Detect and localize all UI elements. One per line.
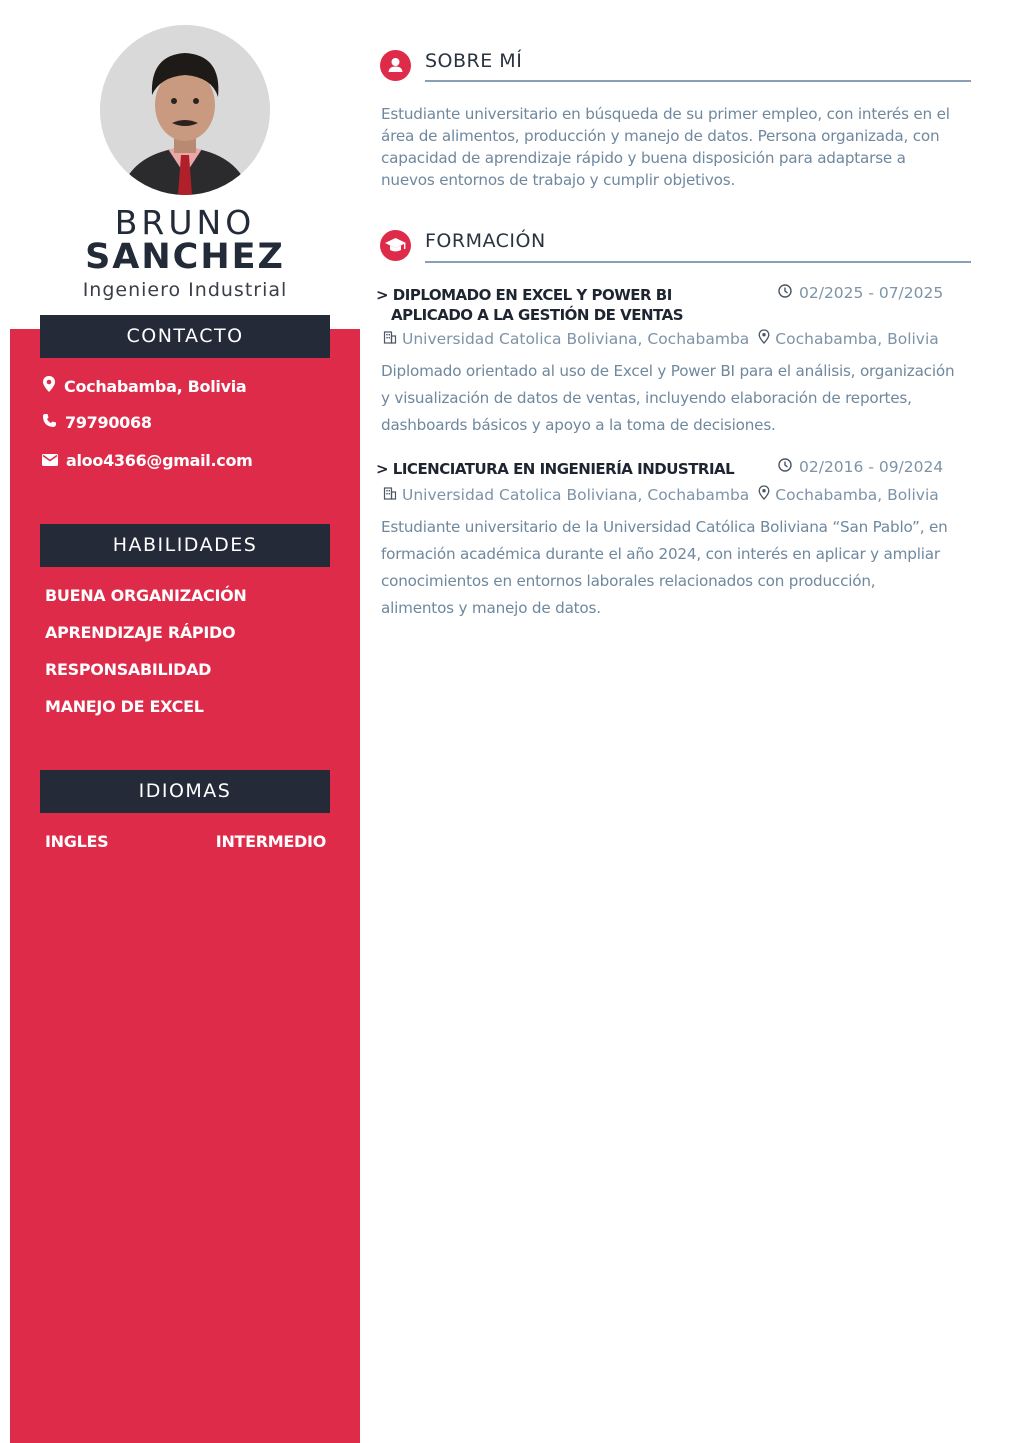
entry-location: Cochabamba, Bolivia (775, 329, 939, 348)
mail-icon (42, 451, 58, 470)
entry-title-line: > LICENCIATURA EN INGENIERÍA INDUSTRIAL (376, 460, 735, 478)
education-entry-description (381, 358, 976, 439)
description-line: formación académica durante el año 2024, con interés en aplicar y ampliar (381, 545, 940, 563)
location-pin-icon (42, 376, 56, 396)
entry-institution: Universidad Catolica Boliviana, Cochabamba (402, 329, 750, 348)
skills-header: HABILIDADES (40, 524, 330, 567)
graduation-cap-icon (380, 230, 411, 261)
job-title: Ingeniero Industrial (82, 279, 288, 301)
entry-institution: Universidad Catolica Boliviana, Cochabamba (402, 485, 750, 504)
clock-icon (778, 458, 792, 476)
education-entry-description (381, 514, 976, 622)
contact-location (42, 376, 246, 396)
first-name: BRUNO (114, 203, 256, 242)
location-pin-icon (758, 329, 770, 348)
contact-email-text: aloo4366@gmail.com (66, 451, 253, 470)
education-entry-title (376, 285, 696, 325)
contact-phone[interactable] (42, 413, 152, 432)
description-line: Estudiante universitario de la Universidad Católica Boliviana “San Pablo”, en (381, 518, 948, 536)
education-divider (425, 261, 971, 263)
contact-phone-text: 79790068 (65, 413, 152, 432)
clock-icon (778, 284, 792, 302)
about-text (381, 103, 976, 191)
location-pin-icon (758, 485, 770, 504)
description-line: Diplomado orientado al uso de Excel y Power BI para el análisis, organización (381, 362, 955, 380)
entry-dates-text: 02/2025 - 07/2025 (799, 284, 944, 302)
skill-item: RESPONSABILIDAD (45, 660, 212, 679)
education-entry-dates (778, 284, 943, 302)
sidebar (10, 329, 360, 1443)
description-line: y visualización de datos de ventas, incluyendo elaboración de reportes, (381, 389, 912, 407)
education-title: FORMACIÓN (425, 230, 546, 252)
about-divider (425, 80, 971, 82)
description-line: alimentos y manejo de datos. (381, 599, 601, 617)
profile-photo (100, 25, 270, 195)
contact-email[interactable] (42, 451, 253, 470)
about-line: Estudiante universitario en búsqueda de su primer empleo, con interés en el (381, 105, 950, 123)
about-line: área de alimentos, producción y manejo de datos. Persona organizada, con (381, 127, 940, 145)
languages-header: IDIOMAS (40, 770, 330, 813)
user-icon (380, 50, 411, 81)
description-line: conocimientos en entornos laborales relacionados con producción, (381, 572, 876, 590)
contact-location-text: Cochabamba, Bolivia (64, 376, 247, 396)
contact-header: CONTACTO (40, 315, 330, 358)
skill-item: BUENA ORGANIZACIÓN (45, 586, 247, 605)
entry-title-line: APLICADO A LA GESTIÓN DE VENTAS (391, 306, 684, 324)
skill-item: APRENDIZAJE RÁPIDO (45, 623, 236, 642)
phone-icon (42, 413, 57, 432)
entry-title-line: > DIPLOMADO EN EXCEL Y POWER BI (376, 286, 672, 304)
building-icon (383, 486, 397, 504)
building-icon (383, 330, 397, 348)
skill-item: MANEJO DE EXCEL (45, 697, 204, 716)
entry-location: Cochabamba, Bolivia (775, 485, 939, 504)
language-name: INGLES (45, 832, 109, 851)
description-line: dashboards básicos y apoyo a la toma de decisiones. (381, 416, 776, 434)
education-entry-title (376, 459, 756, 479)
about-line: nuevos entornos de trabajo y cumplir objetivos. (381, 171, 736, 189)
last-name: SANCHEZ (85, 237, 285, 277)
education-entry-meta (383, 485, 939, 504)
education-entry-dates (778, 458, 943, 476)
language-level: INTERMEDIO (215, 832, 326, 851)
entry-dates-text: 02/2016 - 09/2024 (799, 458, 944, 476)
about-line: capacidad de aprendizaje rápido y buena disposición para adaptarse a (381, 149, 906, 167)
education-entry-meta (383, 329, 939, 348)
about-title: SOBRE MÍ (425, 50, 523, 72)
